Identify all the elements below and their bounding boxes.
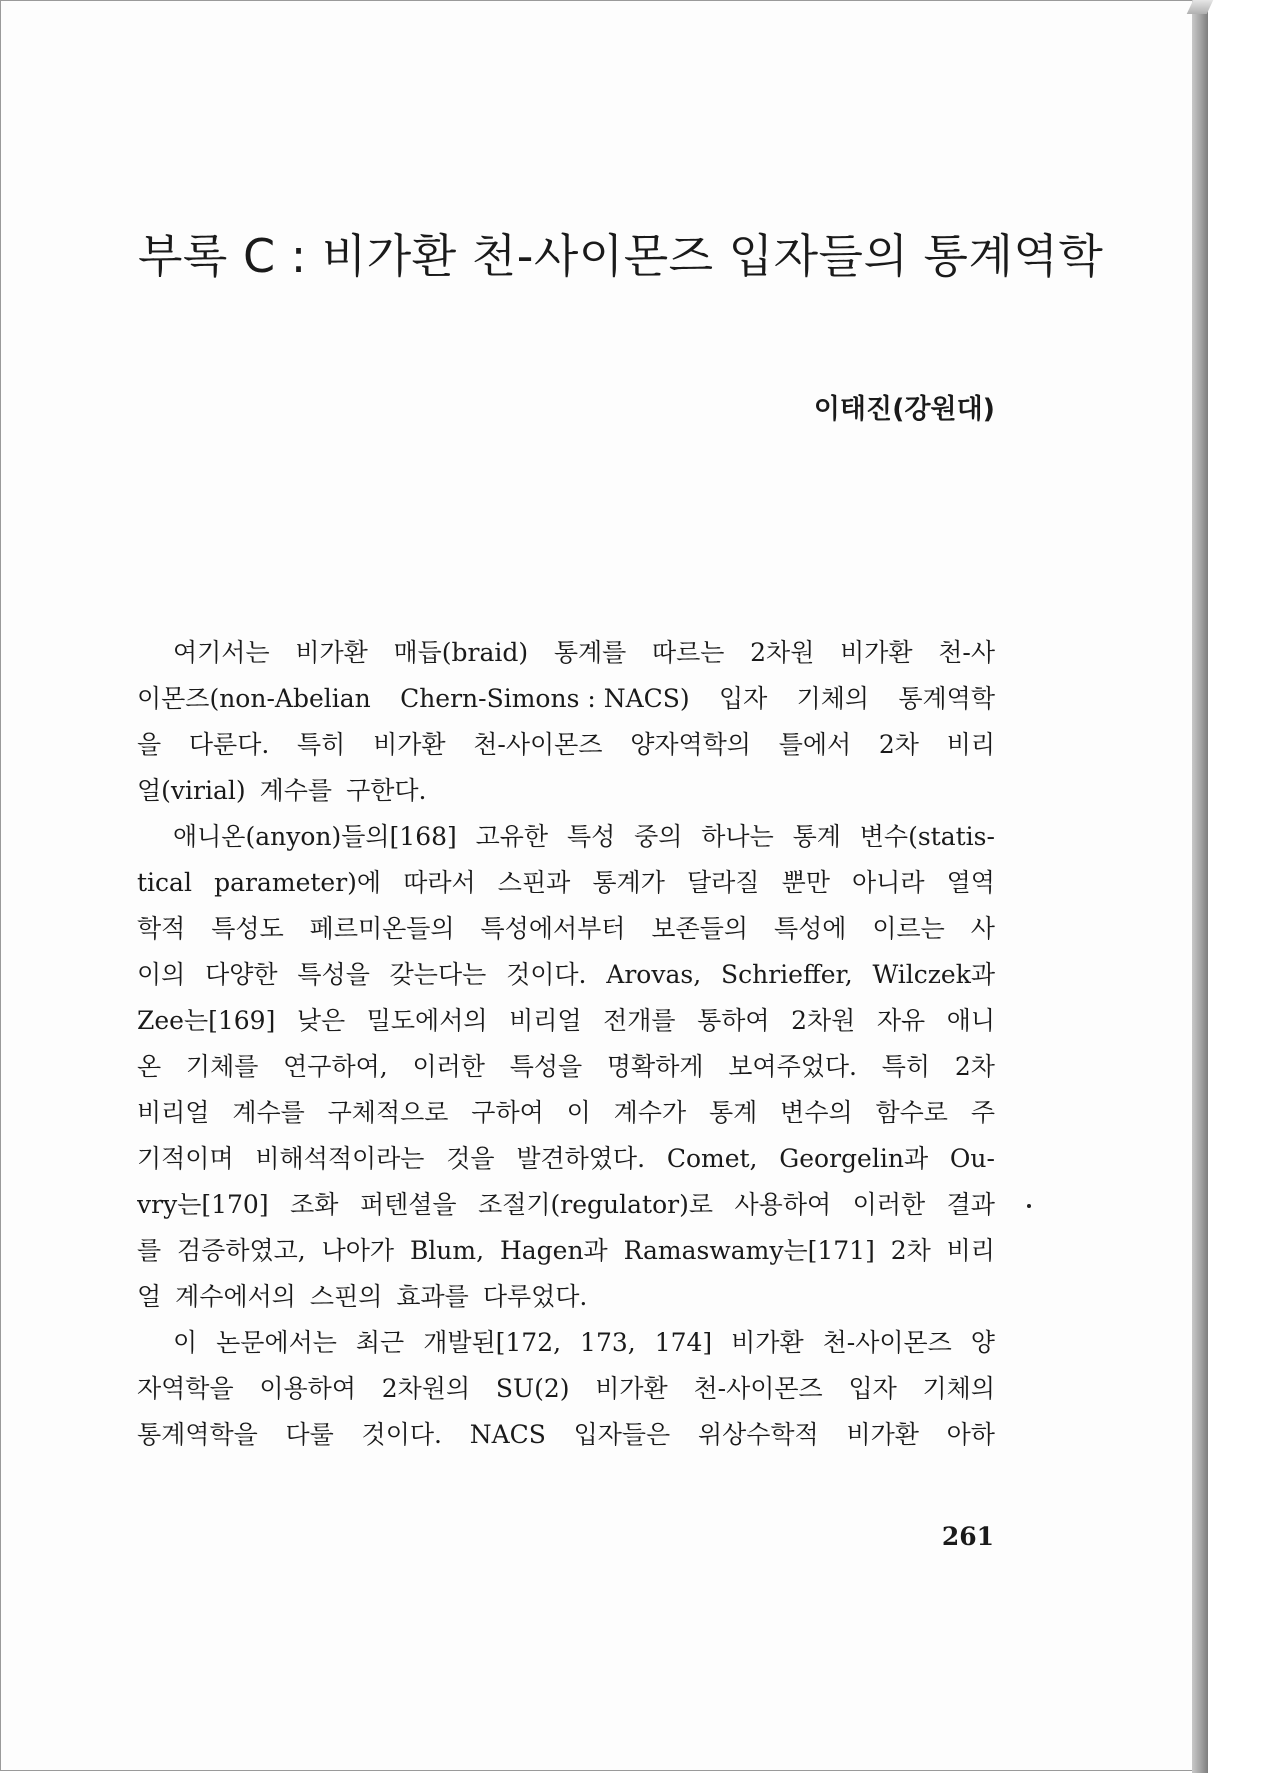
word: 를 xyxy=(137,1236,162,1265)
word: 이 xyxy=(173,1328,198,1357)
word: 천-사이몬즈 xyxy=(473,730,603,759)
text-line xyxy=(137,860,995,906)
word: 낮은 xyxy=(296,1006,346,1035)
word: Chern-Simons : NACS) xyxy=(400,684,690,713)
text-line xyxy=(137,630,995,676)
word: 아하 xyxy=(946,1420,995,1449)
scan-speck xyxy=(1027,1204,1031,1208)
word: 고유한 xyxy=(475,822,549,851)
word: 계수가 xyxy=(613,1098,687,1127)
word: 조절기(regulator)로 xyxy=(478,1190,713,1219)
word: 통계를 xyxy=(553,638,627,667)
text-line xyxy=(137,906,995,952)
word: 특성도 xyxy=(211,914,284,943)
book-spine-shadow xyxy=(1192,0,1208,1773)
text-line xyxy=(137,722,995,768)
word: 2차원의 xyxy=(381,1374,471,1403)
word: 비가환 xyxy=(846,1420,919,1449)
word: 이의 xyxy=(137,960,186,989)
word: 자유 xyxy=(876,1006,926,1035)
word: 퍼텐셜을 xyxy=(359,1190,457,1219)
word: 비리 xyxy=(946,1236,995,1265)
word: 결과 xyxy=(946,1190,995,1219)
word: Wilczek과 xyxy=(872,960,995,989)
word: 조화 xyxy=(290,1190,339,1219)
word: 특히 xyxy=(881,1052,931,1081)
word: 다룰 xyxy=(285,1420,334,1449)
word: 전개를 xyxy=(603,1006,676,1035)
word: 2차원 xyxy=(791,1006,856,1035)
word: 특성 xyxy=(566,822,616,851)
word: 최근 xyxy=(355,1328,405,1357)
word: 변수의 xyxy=(780,1098,853,1127)
word: 위상수학적 xyxy=(697,1420,819,1449)
word: 다양한 xyxy=(205,960,278,989)
word: 주 xyxy=(970,1098,995,1127)
chapter-title: 부록 C : 비가환 천-사이몬즈 입자들의 통계역학 xyxy=(138,229,1104,283)
word: 기체의 xyxy=(922,1374,995,1403)
word: 천-사 xyxy=(938,638,995,667)
word: 효과를 xyxy=(396,1282,469,1311)
word: 입자 xyxy=(848,1374,897,1403)
word: 논문에서는 xyxy=(216,1328,337,1357)
word: 여기서는 xyxy=(173,638,270,667)
word: 이몬즈(non-Abelian xyxy=(137,684,371,713)
word: 것을 xyxy=(446,1144,495,1173)
word: 나아가 xyxy=(321,1236,395,1265)
word: 온 xyxy=(137,1052,162,1081)
word: 스핀과 xyxy=(497,868,571,897)
word: 애니 xyxy=(946,1006,995,1035)
word: 사 xyxy=(970,914,995,943)
author-affiliation: 이태진(강원대) xyxy=(813,394,995,425)
word: 이러한 xyxy=(852,1190,926,1219)
word: 자역학을 xyxy=(137,1374,234,1403)
word: 비가환 xyxy=(295,638,368,667)
text-line xyxy=(137,1044,995,1090)
word: 따라서 xyxy=(403,868,476,897)
word: 기체를 xyxy=(185,1052,259,1081)
word: 을 xyxy=(137,730,162,759)
word: 구한다. xyxy=(346,776,427,805)
word: 연구하여, xyxy=(283,1052,388,1081)
word: 계수에서의 xyxy=(175,1282,296,1311)
word: 기적이며 xyxy=(137,1144,234,1173)
word: 비가환 xyxy=(731,1328,804,1357)
word: Arovas, xyxy=(606,960,702,989)
word: 174] xyxy=(654,1328,713,1357)
word: 따르는 xyxy=(652,638,725,667)
word: 명확하게 xyxy=(606,1052,704,1081)
word: 함수로 xyxy=(875,1098,948,1127)
text-line xyxy=(137,1136,995,1182)
word: 비가환 xyxy=(840,638,913,667)
word: Ramaswamy는[171] xyxy=(623,1236,875,1265)
word: 얼 xyxy=(137,1282,162,1311)
word: 페르미온들의 xyxy=(309,914,455,943)
word: Hagen과 xyxy=(499,1236,608,1265)
word: 비해석적이라는 xyxy=(255,1144,425,1173)
word: 다루었다. xyxy=(482,1282,588,1311)
word: 천-사이몬즈 xyxy=(822,1328,952,1357)
word: 애니온(anyon)들의[168] xyxy=(173,822,457,851)
word: 틀에서 xyxy=(778,730,852,759)
text-line xyxy=(137,1366,995,1412)
word: 2차 xyxy=(890,1236,931,1265)
word: 아니라 xyxy=(852,868,925,897)
word: 다룬다. xyxy=(188,730,270,759)
word: 통하여 xyxy=(697,1006,770,1035)
word: 변수(statis- xyxy=(859,822,995,851)
word: 뿐만 xyxy=(781,868,830,897)
word: 특성을 xyxy=(297,960,370,989)
word: 입자들은 xyxy=(573,1420,671,1449)
word: 입자 xyxy=(718,684,768,713)
word: vry는[170] xyxy=(137,1190,269,1219)
word: 보여주었다. xyxy=(728,1052,857,1081)
word: 이 xyxy=(566,1098,591,1127)
word: Ou- xyxy=(949,1144,995,1173)
word: 통계가 xyxy=(592,868,665,897)
word: 이르는 xyxy=(872,914,945,943)
word: 특히 xyxy=(297,730,346,759)
word: 특성에서부터 xyxy=(480,914,626,943)
word: 발견하였다. xyxy=(516,1144,646,1173)
word: 비가환 xyxy=(595,1374,668,1403)
word: 검증하였고, xyxy=(177,1236,306,1265)
word: 통계역학을 xyxy=(137,1420,258,1449)
word: Comet, xyxy=(666,1144,758,1173)
word: Zee는[169] xyxy=(137,1006,276,1035)
text-line xyxy=(137,1182,995,1228)
word: Blum, xyxy=(409,1236,485,1265)
body-text xyxy=(137,630,995,1458)
word: parameter)에 xyxy=(214,868,382,897)
text-line xyxy=(137,768,995,814)
text-line xyxy=(137,676,995,722)
word: 것이다. xyxy=(361,1420,442,1449)
word: 173, xyxy=(580,1328,636,1357)
word: 계수를 xyxy=(259,776,333,805)
word: 학적 xyxy=(137,914,186,943)
word: 기체의 xyxy=(796,684,870,713)
word: 하나는 xyxy=(701,822,774,851)
word: 통계 xyxy=(708,1098,758,1127)
text-line xyxy=(137,1320,995,1366)
text-line xyxy=(137,1228,995,1274)
word: SU(2) xyxy=(495,1374,570,1403)
word: 통계역학 xyxy=(898,684,995,713)
word: NACS xyxy=(469,1420,546,1449)
word: 천-사이몬즈 xyxy=(693,1374,823,1403)
word: 2차원 xyxy=(750,638,815,667)
word: 양 xyxy=(970,1328,995,1357)
word: 밀도에서의 xyxy=(366,1006,488,1035)
word: 얼(virial) xyxy=(137,776,246,805)
word: 달라질 xyxy=(686,868,760,897)
word: 2차 xyxy=(954,1052,995,1081)
word: 매듭(braid) xyxy=(393,638,529,667)
word: 2차 xyxy=(878,730,919,759)
word: 중의 xyxy=(634,822,683,851)
word: 통계 xyxy=(792,822,841,851)
word: 보존들의 xyxy=(651,914,748,943)
word: 특성에 xyxy=(773,914,847,943)
word: 사용하여 xyxy=(734,1190,832,1219)
word: 비리얼 xyxy=(137,1098,210,1127)
word: 것이다. xyxy=(506,960,587,989)
word: 비리 xyxy=(946,730,995,759)
word: 계수를 xyxy=(232,1098,305,1127)
text-line xyxy=(137,1274,995,1320)
word: 이용하여 xyxy=(259,1374,356,1403)
word: 특성을 xyxy=(509,1052,583,1081)
word: tical xyxy=(137,868,192,897)
word: 비리얼 xyxy=(509,1006,582,1035)
word: Schrieffer, xyxy=(720,960,853,989)
word: 개발된[172, xyxy=(423,1328,562,1357)
text-line xyxy=(137,1090,995,1136)
word: 이러한 xyxy=(412,1052,485,1081)
text-line xyxy=(137,998,995,1044)
word: 열역 xyxy=(946,868,995,897)
word: 스핀의 xyxy=(309,1282,383,1311)
text-line xyxy=(137,952,995,998)
word: 양자역학의 xyxy=(630,730,751,759)
word: 구하여 xyxy=(471,1098,544,1127)
text-line xyxy=(137,814,995,860)
word: Georgelin과 xyxy=(779,1144,929,1173)
word: 구체적으로 xyxy=(327,1098,449,1127)
word: 비가환 xyxy=(373,730,446,759)
page-number: 261 xyxy=(941,1522,994,1551)
word: 갖는다는 xyxy=(389,960,487,989)
text-line xyxy=(137,1412,995,1458)
